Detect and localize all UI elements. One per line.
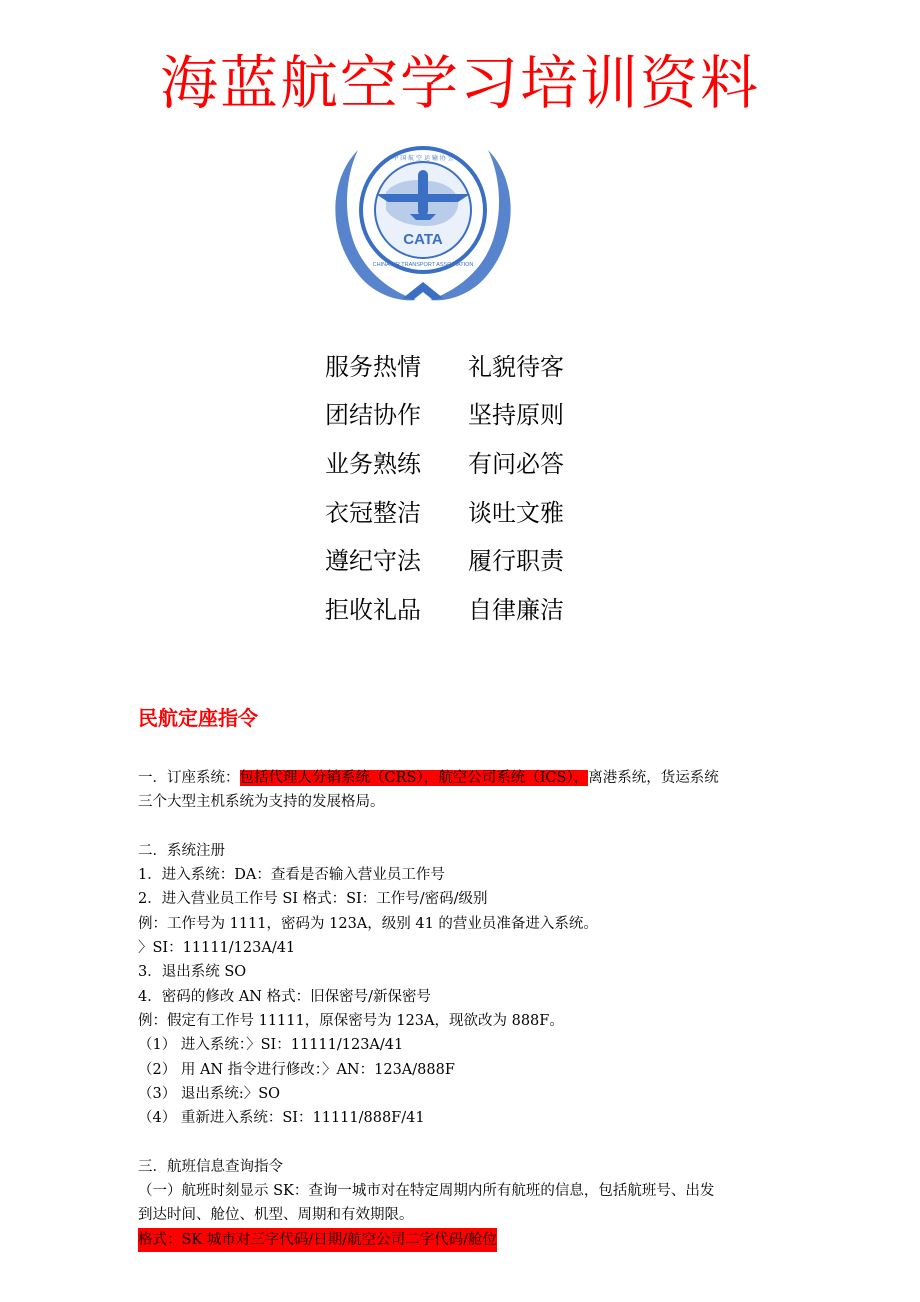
- section2-line: 例：工作号为 1111，密码为 123A，级别 41 的营业员准备进入系统。: [138, 915, 598, 932]
- principle-left: 业务熟练: [325, 449, 421, 478]
- section1-line1: [138, 766, 798, 790]
- document-title: 海蓝航空学习培训资料: [159, 49, 760, 117]
- section2-line: （3） 退出系统:〉SO: [138, 1085, 281, 1102]
- section2-line: 4．密码的修改 AN 格式：旧保密号/新保密号: [138, 988, 431, 1005]
- principle-right: 谈吐文雅: [468, 498, 564, 527]
- principle-row: [325, 437, 564, 486]
- principle-right: 礼貌待客: [468, 352, 564, 381]
- section2-line: 〉SI：11111/123A/41: [138, 940, 296, 957]
- section1-highlight: 包括代理人分销系统（CRS），航空公司系统（ICS），: [239, 770, 589, 786]
- principle-left: 团结协作: [325, 401, 421, 430]
- principle-left: 遵纪守法: [325, 547, 421, 576]
- section2-heading: 二．系统注册: [138, 842, 225, 859]
- principle-row: [325, 340, 564, 389]
- section2-line: 2．进入营业员工作号 SI 格式：SI：工作号/密码/级别: [138, 891, 488, 908]
- principle-row: [325, 534, 564, 583]
- logo-ring-text-en: CHINA AIR TRANSPORT ASSOCIATION: [372, 262, 474, 268]
- principle-left: 衣冠整洁: [325, 498, 421, 527]
- section2-line: （1） 进入系统：〉SI：11111/123A/41: [138, 1037, 404, 1054]
- principle-left: 拒收礼品: [325, 595, 421, 624]
- section2-line: （2） 用 AN 指令进行修改：〉AN：123A/888F: [138, 1061, 455, 1078]
- cata-logo: [318, 130, 528, 308]
- principle-right: 坚持原则: [468, 401, 564, 430]
- section3-line2: 到达时间、舱位、机型、周期和有效期限。: [138, 1207, 414, 1224]
- section1-prefix: 一．订座系统：: [138, 770, 240, 786]
- principle-right: 履行职责: [468, 547, 564, 576]
- principle-right: 有问必答: [468, 449, 564, 478]
- section3-format-line: [138, 1228, 798, 1252]
- principle-row: [325, 389, 564, 438]
- section1-suffix: 离港系统，货运系统: [588, 770, 719, 786]
- principle-row: [325, 486, 564, 535]
- section1-line2: 三个大型主机系统为支持的发展格局。: [138, 794, 385, 811]
- section3-line1: （一）航班时刻显示 SK：查询一城市对在特定周期内所有航班的信息，包括航班号、出发: [138, 1183, 715, 1200]
- section2-line: 例：假定有工作号 11111，原保密号为 123A，现欲改为 888F。: [138, 1012, 564, 1029]
- logo-ring-text: 中 国 航 空 运 输 协 会: [392, 155, 454, 162]
- service-principles: [325, 340, 564, 632]
- section3-heading: 三．航班信息查询指令: [138, 1158, 283, 1175]
- section-heading: 民航定座指令: [138, 706, 258, 730]
- principle-right: 自律廉洁: [468, 595, 564, 624]
- principle-left: 服务热情: [325, 352, 421, 381]
- principle-row: [325, 583, 564, 632]
- section2-line: 3．退出系统 SO: [138, 964, 247, 981]
- document-body: [138, 766, 798, 1252]
- section2-line: （4） 重新进入系统：SI：11111/888F/41: [138, 1110, 425, 1127]
- logo-brand-text: CATA: [403, 231, 443, 248]
- section2-line: 1．进入系统：DA：查看是否输入营业员工作号: [138, 867, 445, 884]
- section3-format-highlight: 格式：SK 城市对三字代码/日期/航空公司二字代码/舱位: [138, 1228, 497, 1252]
